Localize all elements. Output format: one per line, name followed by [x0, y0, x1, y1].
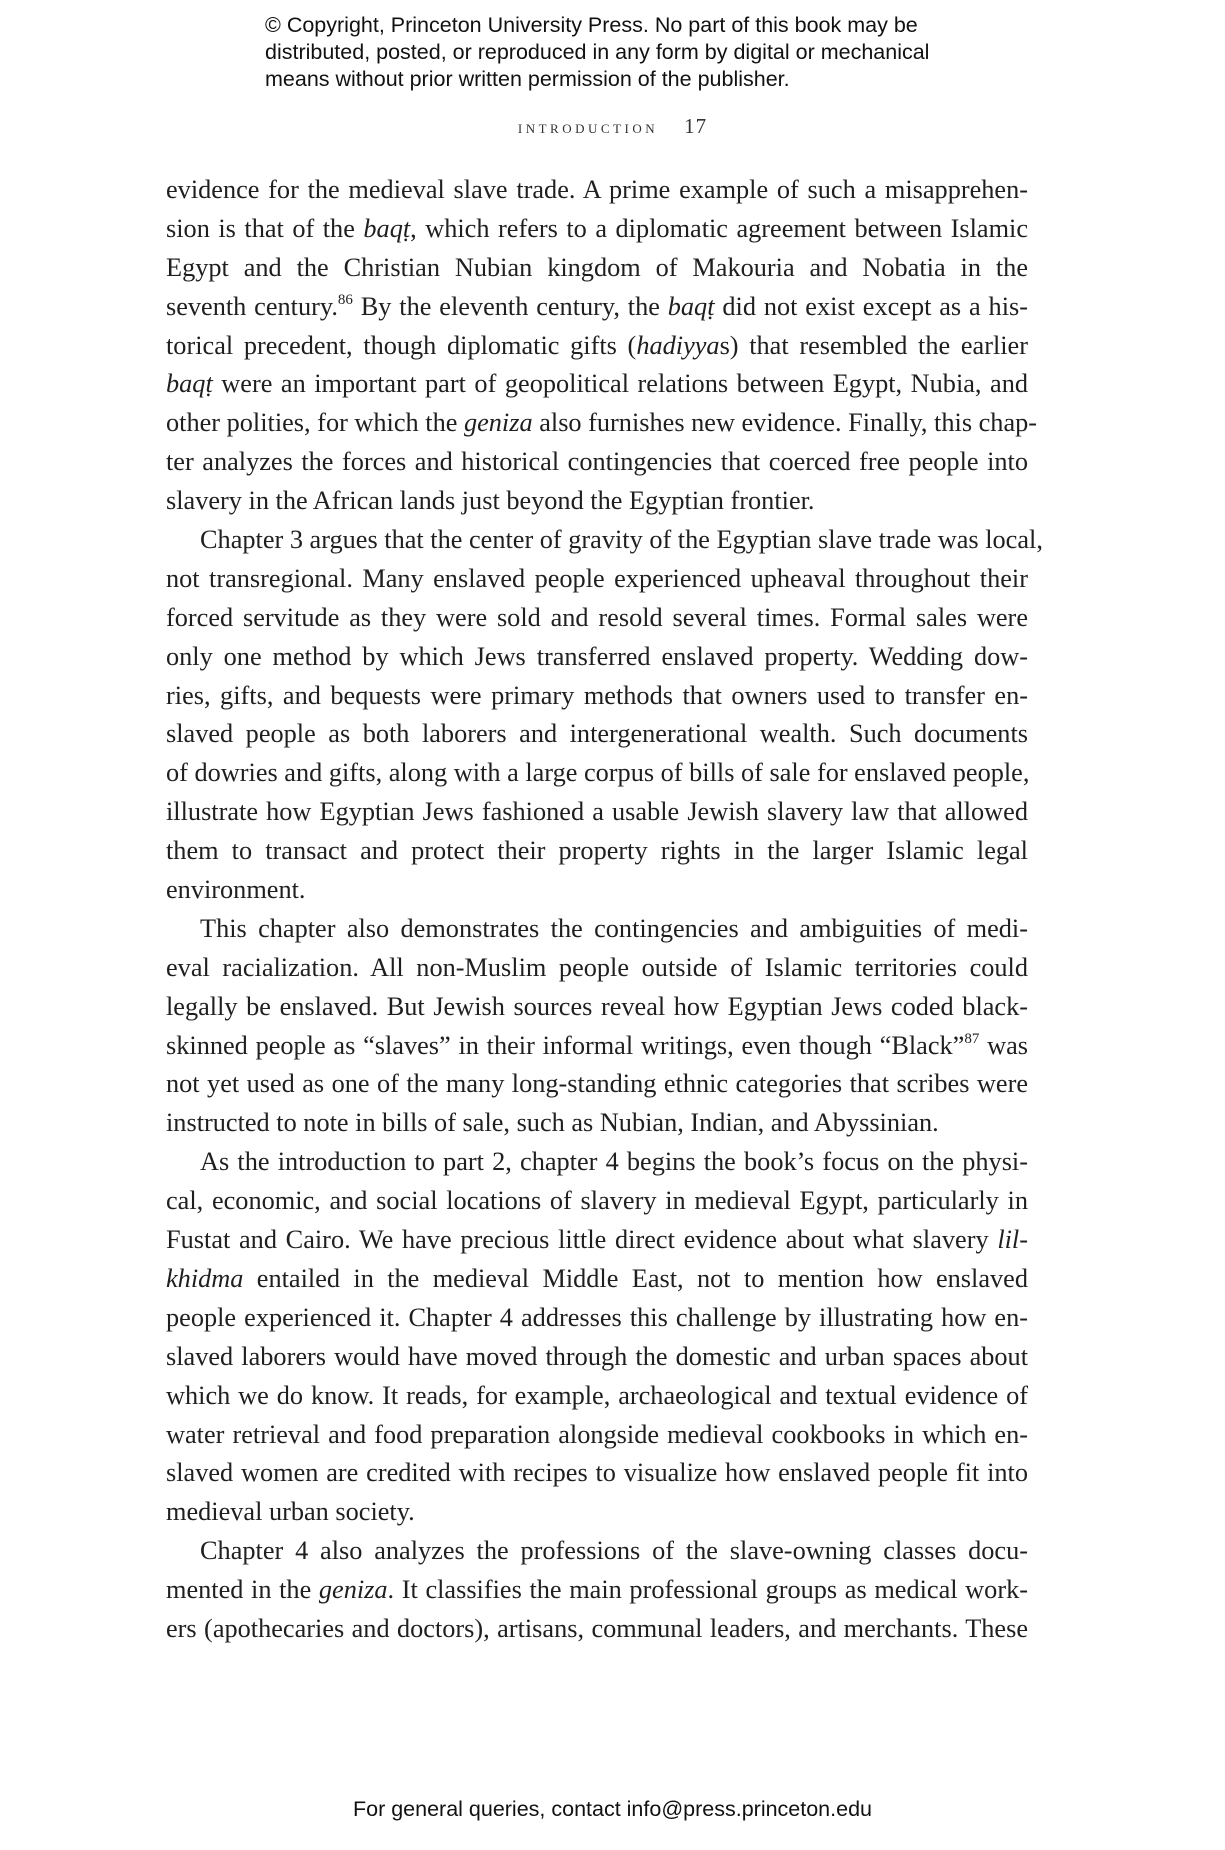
text-line: only one method by which Jews transferred enslaved property. Wedding dow-	[166, 641, 1028, 671]
text-line: not yet used as one of the many long-standing ethnic categories that scribes were	[166, 1069, 1028, 1099]
italic-term: lil-	[997, 1225, 1028, 1255]
footer-contact: For general queries, contact info@press.princeton.edu	[352, 1797, 872, 1821]
text-line: legally be enslaved. But Jewish sources reveal how Egyptian Jews coded black-	[166, 991, 1028, 1021]
text-line: eval racialization. All non-Muslim people outside of Islamic territories could	[166, 952, 1028, 982]
copyright-line: means without prior written permission of the publisher.	[265, 67, 790, 91]
text-line: slavery in the African lands just beyond the Egyptian frontier.	[166, 486, 815, 516]
text-line: As the introduction to part 2, chapter 4 begins the book’s focus on the physi-	[200, 1147, 1028, 1177]
text-line: skinned people as “slaves” in their informal writings, even though “Black”$^{87}$ was	[166, 1030, 1028, 1060]
text-line: of dowries and gifts, along with a large corpus of bills of sale for enslaved people,	[166, 758, 1030, 788]
text-line: torical precedent, though diplomatic gifts (hadiyyas) that resembled the earlier	[166, 330, 1028, 360]
text-line: medieval urban society.	[166, 1497, 415, 1527]
text-line: mented in the geniza. It classifies the main professional groups as medical work-	[166, 1575, 1028, 1605]
italic-term: khidma	[166, 1263, 244, 1293]
text-line: seventh century.$^{86}$ By the eleventh century, the baqṭ did not exist except as a his-	[166, 291, 1028, 321]
text-line: Chapter 4 also analyzes the professions of the slave-owning classes docu-	[200, 1536, 1028, 1566]
text-line: Chapter 3 argues that the center of gravity of the Egyptian slave trade was local,	[200, 525, 1043, 555]
text-line: forced servitude as they were sold and resold several times. Formal sales were	[166, 602, 1028, 632]
text-line: instructed to note in bills of sale, such as Nubian, Indian, and Abyssinian.	[166, 1108, 939, 1138]
footnote-ref[interactable]: 87	[964, 1030, 980, 1047]
text-line: them to transact and protect their property rights in the larger Islamic legal	[166, 836, 1028, 866]
text-line: ries, gifts, and bequests were primary methods that owners used to transfer en-	[166, 680, 1028, 710]
copyright-line: distributed, posted, or reproduced in any form by digital or mechanical	[265, 40, 930, 64]
text-line: people experienced it. Chapter 4 addresses this challenge by illustrating how en-	[166, 1302, 1028, 1332]
text-line: Fustat and Cairo. We have precious little direct evidence about what slavery lil-	[166, 1225, 1028, 1255]
text-line: which we do know. It reads, for example, archaeological and textual evidence of	[166, 1380, 1028, 1410]
text-line: cal, economic, and social locations of slavery in medieval Egypt, particularly in	[166, 1186, 1028, 1216]
italic-term: baqṭ	[166, 369, 213, 399]
footnote-ref[interactable]: 86	[337, 291, 353, 308]
copyright-notice	[265, 12, 1025, 93]
text-line: sion is that of the baqṭ, which refers to a diplomatic agreement between Islamic	[166, 213, 1029, 243]
body-text	[166, 171, 1043, 1649]
italic-term: baqṭ	[667, 291, 715, 321]
italic-term: geniza	[318, 1575, 388, 1605]
text-line: slaved laborers would have moved through the domestic and urban spaces about	[166, 1341, 1028, 1371]
text-line: water retrieval and food preparation alongside medieval cookbooks in which en-	[166, 1419, 1028, 1449]
text-line: evidence for the medieval slave trade. A prime example of such a misapprehen-	[166, 175, 1028, 204]
text-line: other polities, for which the geniza also furnishes new evidence. Finally, this chap-	[166, 408, 1038, 438]
text-line: ter analyzes the forces and historical contingencies that coerced free people into	[166, 447, 1028, 477]
text-line: not transregional. Many enslaved people experienced upheaval throughout their	[166, 563, 1028, 593]
text-line: environment.	[166, 875, 306, 905]
running-title: introduction	[517, 117, 659, 138]
text-line: baqṭ were an important part of geopolitical relations between Egypt, Nubia, and	[166, 369, 1028, 399]
running-head	[0, 114, 1225, 139]
copyright-line: © Copyright, Princeton University Press. No part of this book may be	[265, 13, 918, 37]
text-line: ers (apothecaries and doctors), artisans, communal leaders, and merchants. These	[166, 1613, 1028, 1643]
text-line: illustrate how Egyptian Jews fashioned a usable Jewish slavery law that allowed	[166, 797, 1028, 827]
text-line: Egypt and the Christian Nubian kingdom of Makouria and Nobatia in the	[166, 252, 1028, 282]
italic-term: geniza	[463, 408, 533, 438]
page-number: 17	[684, 114, 708, 138]
text-line: This chapter also demonstrates the contingencies and ambiguities of medi-	[200, 913, 1028, 943]
italic-term: baqṭ	[363, 213, 411, 243]
text-line: slaved people as both laborers and intergenerational wealth. Such documents	[166, 719, 1028, 749]
italic-term: hadiyya	[636, 330, 720, 360]
text-line: khidma entailed in the medieval Middle East, not to mention how enslaved	[166, 1263, 1028, 1293]
text-line: slaved women are credited with recipes to visualize how enslaved people fit into	[166, 1458, 1028, 1488]
